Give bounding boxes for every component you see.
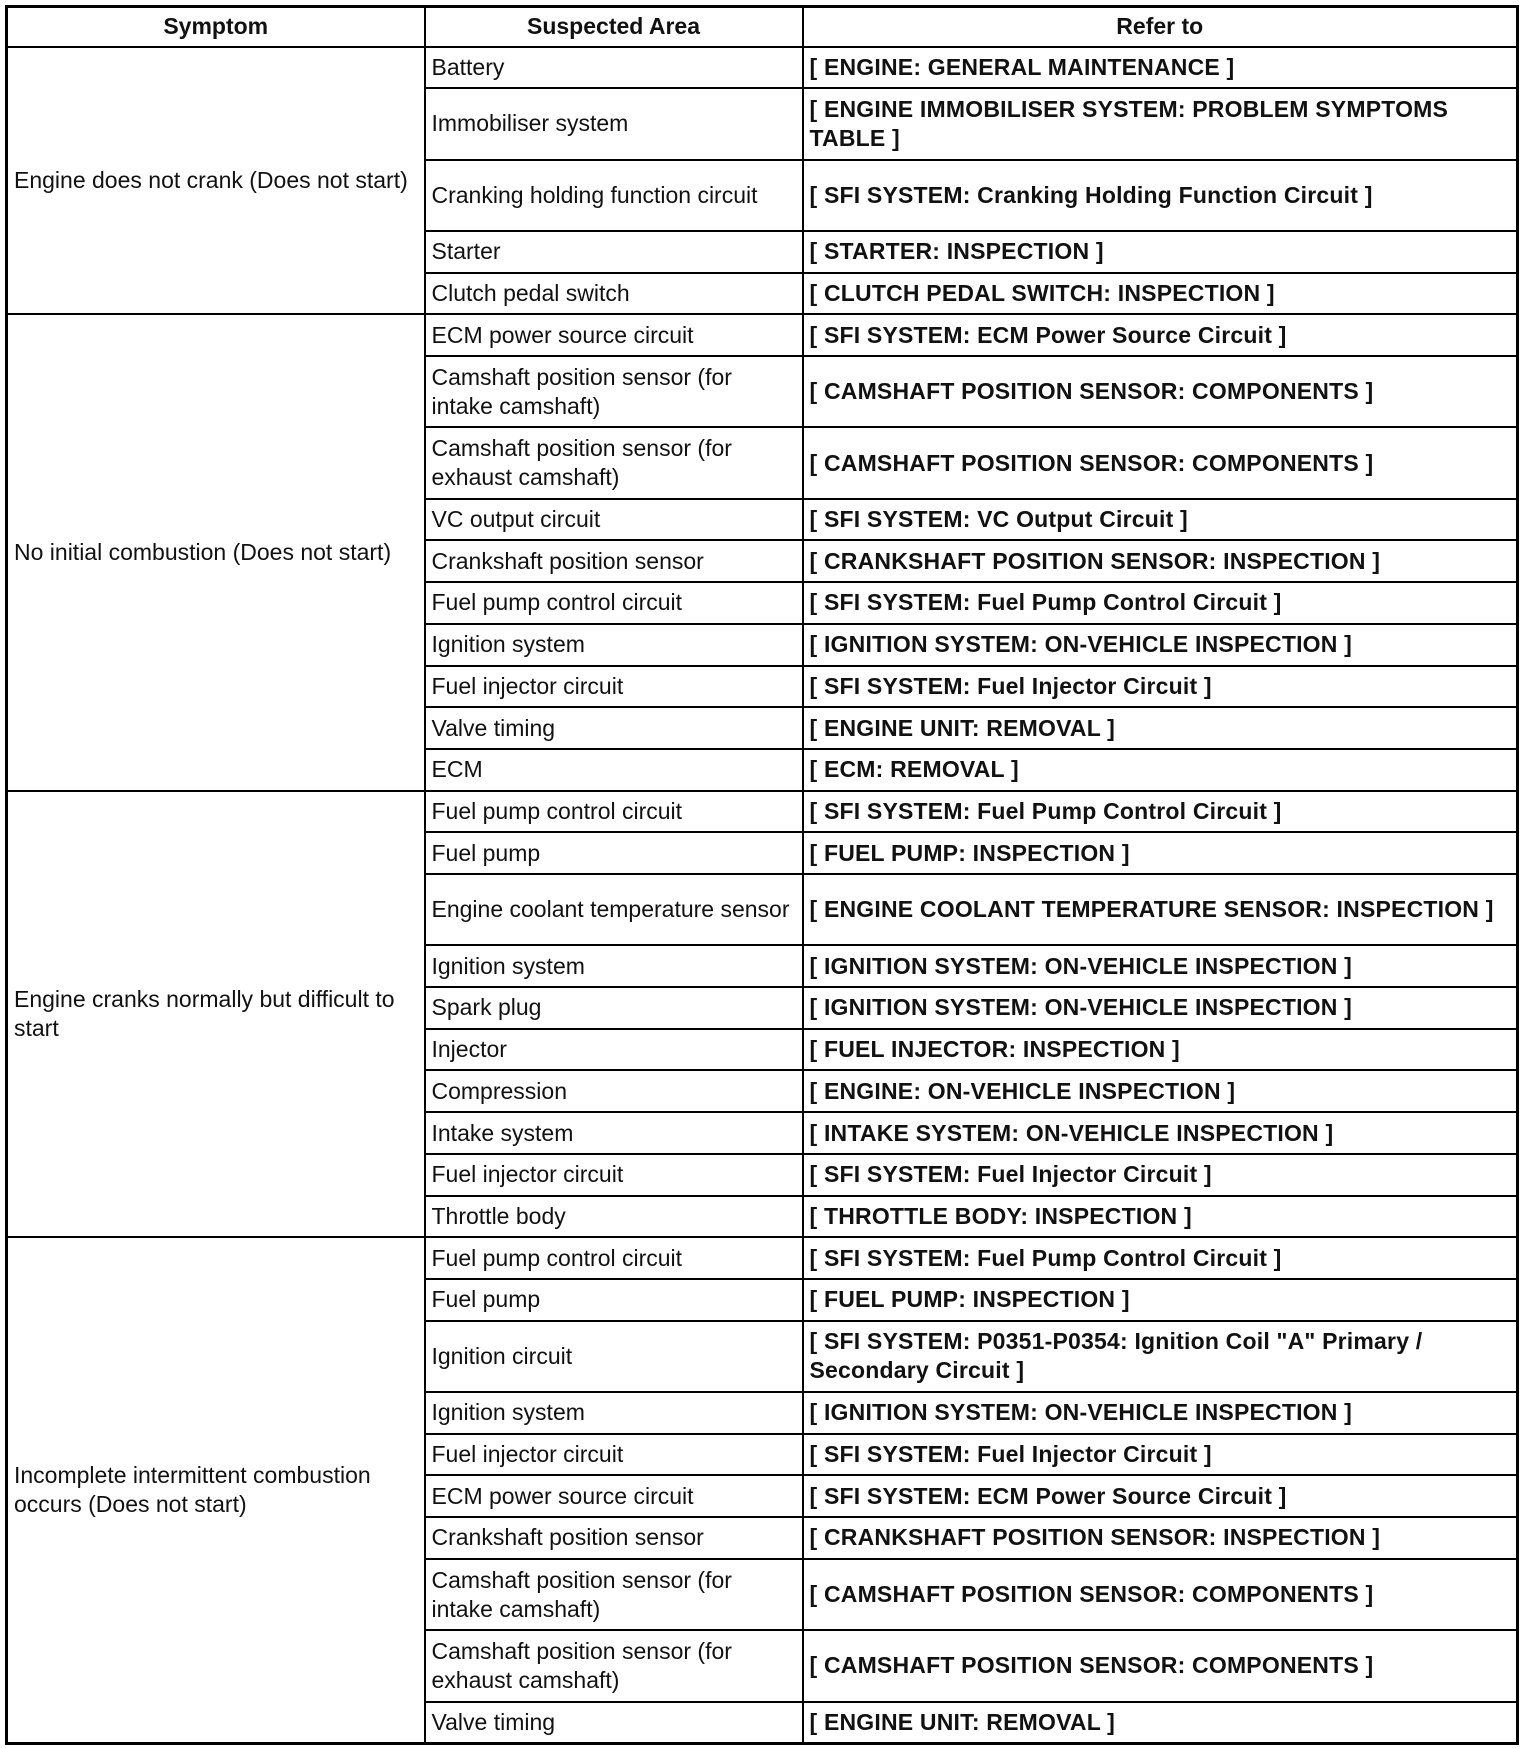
refer-to-cell: [ SFI SYSTEM: P0351-P0354: Ignition Coil "A" Primary / Secondary Circuit ] bbox=[803, 1321, 1518, 1392]
suspected-area-cell: Crankshaft position sensor bbox=[425, 540, 803, 582]
refer-to-cell: [ CRANKSHAFT POSITION SENSOR: INSPECTION ] bbox=[803, 1517, 1518, 1559]
refer-to-cell: [ SFI SYSTEM: Fuel Injector Circuit ] bbox=[803, 1154, 1518, 1196]
header-suspected-area: Suspected Area bbox=[425, 7, 803, 47]
suspected-area-cell: Engine coolant temperature sensor bbox=[425, 874, 803, 945]
symptom-cell: Engine cranks normally but difficult to start bbox=[7, 791, 425, 1238]
refer-to-cell: [ IGNITION SYSTEM: ON-VEHICLE INSPECTION ] bbox=[803, 945, 1518, 987]
refer-to-cell: [ ENGINE: ON-VEHICLE INSPECTION ] bbox=[803, 1070, 1518, 1112]
refer-to-cell: [ ENGINE: GENERAL MAINTENANCE ] bbox=[803, 47, 1518, 89]
suspected-area-cell: Intake system bbox=[425, 1112, 803, 1154]
refer-to-cell: [ IGNITION SYSTEM: ON-VEHICLE INSPECTION ] bbox=[803, 624, 1518, 666]
refer-to-cell: [ FUEL INJECTOR: INSPECTION ] bbox=[803, 1029, 1518, 1071]
table-row bbox=[7, 47, 1518, 89]
refer-to-cell: [ CAMSHAFT POSITION SENSOR: COMPONENTS ] bbox=[803, 1630, 1518, 1701]
refer-to-cell: [ THROTTLE BODY: INSPECTION ] bbox=[803, 1196, 1518, 1238]
suspected-area-cell: Fuel pump control circuit bbox=[425, 582, 803, 624]
suspected-area-cell: Camshaft position sensor (for exhaust camshaft) bbox=[425, 427, 803, 498]
suspected-area-cell: Spark plug bbox=[425, 987, 803, 1029]
suspected-area-cell: Valve timing bbox=[425, 1702, 803, 1744]
suspected-area-cell: VC output circuit bbox=[425, 499, 803, 541]
symptom-cell: No initial combustion (Does not start) bbox=[7, 314, 425, 790]
refer-to-cell: [ SFI SYSTEM: Fuel Injector Circuit ] bbox=[803, 1434, 1518, 1476]
refer-to-cell: [ ENGINE IMMOBILISER SYSTEM: PROBLEM SYMPTOMS TABLE ] bbox=[803, 88, 1518, 159]
suspected-area-cell: ECM bbox=[425, 749, 803, 791]
refer-to-cell: [ ENGINE UNIT: REMOVAL ] bbox=[803, 707, 1518, 749]
suspected-area-cell: Ignition system bbox=[425, 624, 803, 666]
refer-to-cell: [ ECM: REMOVAL ] bbox=[803, 749, 1518, 791]
suspected-area-cell: Camshaft position sensor (for exhaust camshaft) bbox=[425, 1630, 803, 1701]
refer-to-cell: [ CAMSHAFT POSITION SENSOR: COMPONENTS ] bbox=[803, 356, 1518, 427]
refer-to-cell: [ CAMSHAFT POSITION SENSOR: COMPONENTS ] bbox=[803, 1559, 1518, 1630]
header-symptom: Symptom bbox=[7, 7, 425, 47]
suspected-area-cell: Compression bbox=[425, 1070, 803, 1112]
suspected-area-cell: Fuel injector circuit bbox=[425, 1154, 803, 1196]
suspected-area-cell: Fuel pump control circuit bbox=[425, 1237, 803, 1279]
refer-to-cell: [ ENGINE UNIT: REMOVAL ] bbox=[803, 1702, 1518, 1744]
suspected-area-cell: Starter bbox=[425, 231, 803, 273]
suspected-area-cell: Throttle body bbox=[425, 1196, 803, 1238]
refer-to-cell: [ SFI SYSTEM: Fuel Pump Control Circuit ] bbox=[803, 1237, 1518, 1279]
suspected-area-cell: Clutch pedal switch bbox=[425, 273, 803, 315]
refer-to-cell: [ FUEL PUMP: INSPECTION ] bbox=[803, 1279, 1518, 1321]
refer-to-cell: [ INTAKE SYSTEM: ON-VEHICLE INSPECTION ] bbox=[803, 1112, 1518, 1154]
refer-to-cell: [ CAMSHAFT POSITION SENSOR: COMPONENTS ] bbox=[803, 427, 1518, 498]
header-row bbox=[7, 7, 1518, 47]
table-body bbox=[7, 47, 1518, 1744]
refer-to-cell: [ SFI SYSTEM: Fuel Pump Control Circuit ] bbox=[803, 791, 1518, 833]
suspected-area-cell: Injector bbox=[425, 1029, 803, 1071]
refer-to-cell: [ STARTER: INSPECTION ] bbox=[803, 231, 1518, 273]
suspected-area-cell: Valve timing bbox=[425, 707, 803, 749]
suspected-area-cell: Fuel pump control circuit bbox=[425, 791, 803, 833]
suspected-area-cell: Fuel injector circuit bbox=[425, 666, 803, 708]
suspected-area-cell: Fuel pump bbox=[425, 832, 803, 874]
suspected-area-cell: Fuel pump bbox=[425, 1279, 803, 1321]
refer-to-cell: [ SFI SYSTEM: ECM Power Source Circuit ] bbox=[803, 1475, 1518, 1517]
suspected-area-cell: Camshaft position sensor (for intake camshaft) bbox=[425, 356, 803, 427]
suspected-area-cell: ECM power source circuit bbox=[425, 1475, 803, 1517]
refer-to-cell: [ SFI SYSTEM: Fuel Pump Control Circuit ] bbox=[803, 582, 1518, 624]
refer-to-cell: [ IGNITION SYSTEM: ON-VEHICLE INSPECTION ] bbox=[803, 987, 1518, 1029]
table-row bbox=[7, 791, 1518, 833]
suspected-area-cell: Cranking holding function circuit bbox=[425, 160, 803, 231]
refer-to-cell: [ SFI SYSTEM: ECM Power Source Circuit ] bbox=[803, 314, 1518, 356]
suspected-area-cell: Ignition circuit bbox=[425, 1321, 803, 1392]
suspected-area-cell: Ignition system bbox=[425, 1392, 803, 1434]
suspected-area-cell: Crankshaft position sensor bbox=[425, 1517, 803, 1559]
table-row bbox=[7, 1237, 1518, 1279]
refer-to-cell: [ FUEL PUMP: INSPECTION ] bbox=[803, 832, 1518, 874]
suspected-area-cell: Ignition system bbox=[425, 945, 803, 987]
table-wrapper bbox=[5, 5, 1516, 1745]
suspected-area-cell: Fuel injector circuit bbox=[425, 1434, 803, 1476]
refer-to-cell: [ SFI SYSTEM: Cranking Holding Function Circuit ] bbox=[803, 160, 1518, 231]
table-row bbox=[7, 314, 1518, 356]
refer-to-cell: [ SFI SYSTEM: VC Output Circuit ] bbox=[803, 499, 1518, 541]
suspected-area-cell: Immobiliser system bbox=[425, 88, 803, 159]
symptom-cell: Engine does not crank (Does not start) bbox=[7, 47, 425, 315]
refer-to-cell: [ CLUTCH PEDAL SWITCH: INSPECTION ] bbox=[803, 273, 1518, 315]
header-refer-to: Refer to bbox=[803, 7, 1518, 47]
suspected-area-cell: Battery bbox=[425, 47, 803, 89]
suspected-area-cell: ECM power source circuit bbox=[425, 314, 803, 356]
refer-to-cell: [ IGNITION SYSTEM: ON-VEHICLE INSPECTION ] bbox=[803, 1392, 1518, 1434]
refer-to-cell: [ CRANKSHAFT POSITION SENSOR: INSPECTION ] bbox=[803, 540, 1518, 582]
problem-symptoms-table bbox=[5, 5, 1519, 1745]
refer-to-cell: [ ENGINE COOLANT TEMPERATURE SENSOR: INSPECTION ] bbox=[803, 874, 1518, 945]
suspected-area-cell: Camshaft position sensor (for intake camshaft) bbox=[425, 1559, 803, 1630]
symptom-cell: Incomplete intermittent combustion occurs (Does not start) bbox=[7, 1237, 425, 1743]
refer-to-cell: [ SFI SYSTEM: Fuel Injector Circuit ] bbox=[803, 666, 1518, 708]
